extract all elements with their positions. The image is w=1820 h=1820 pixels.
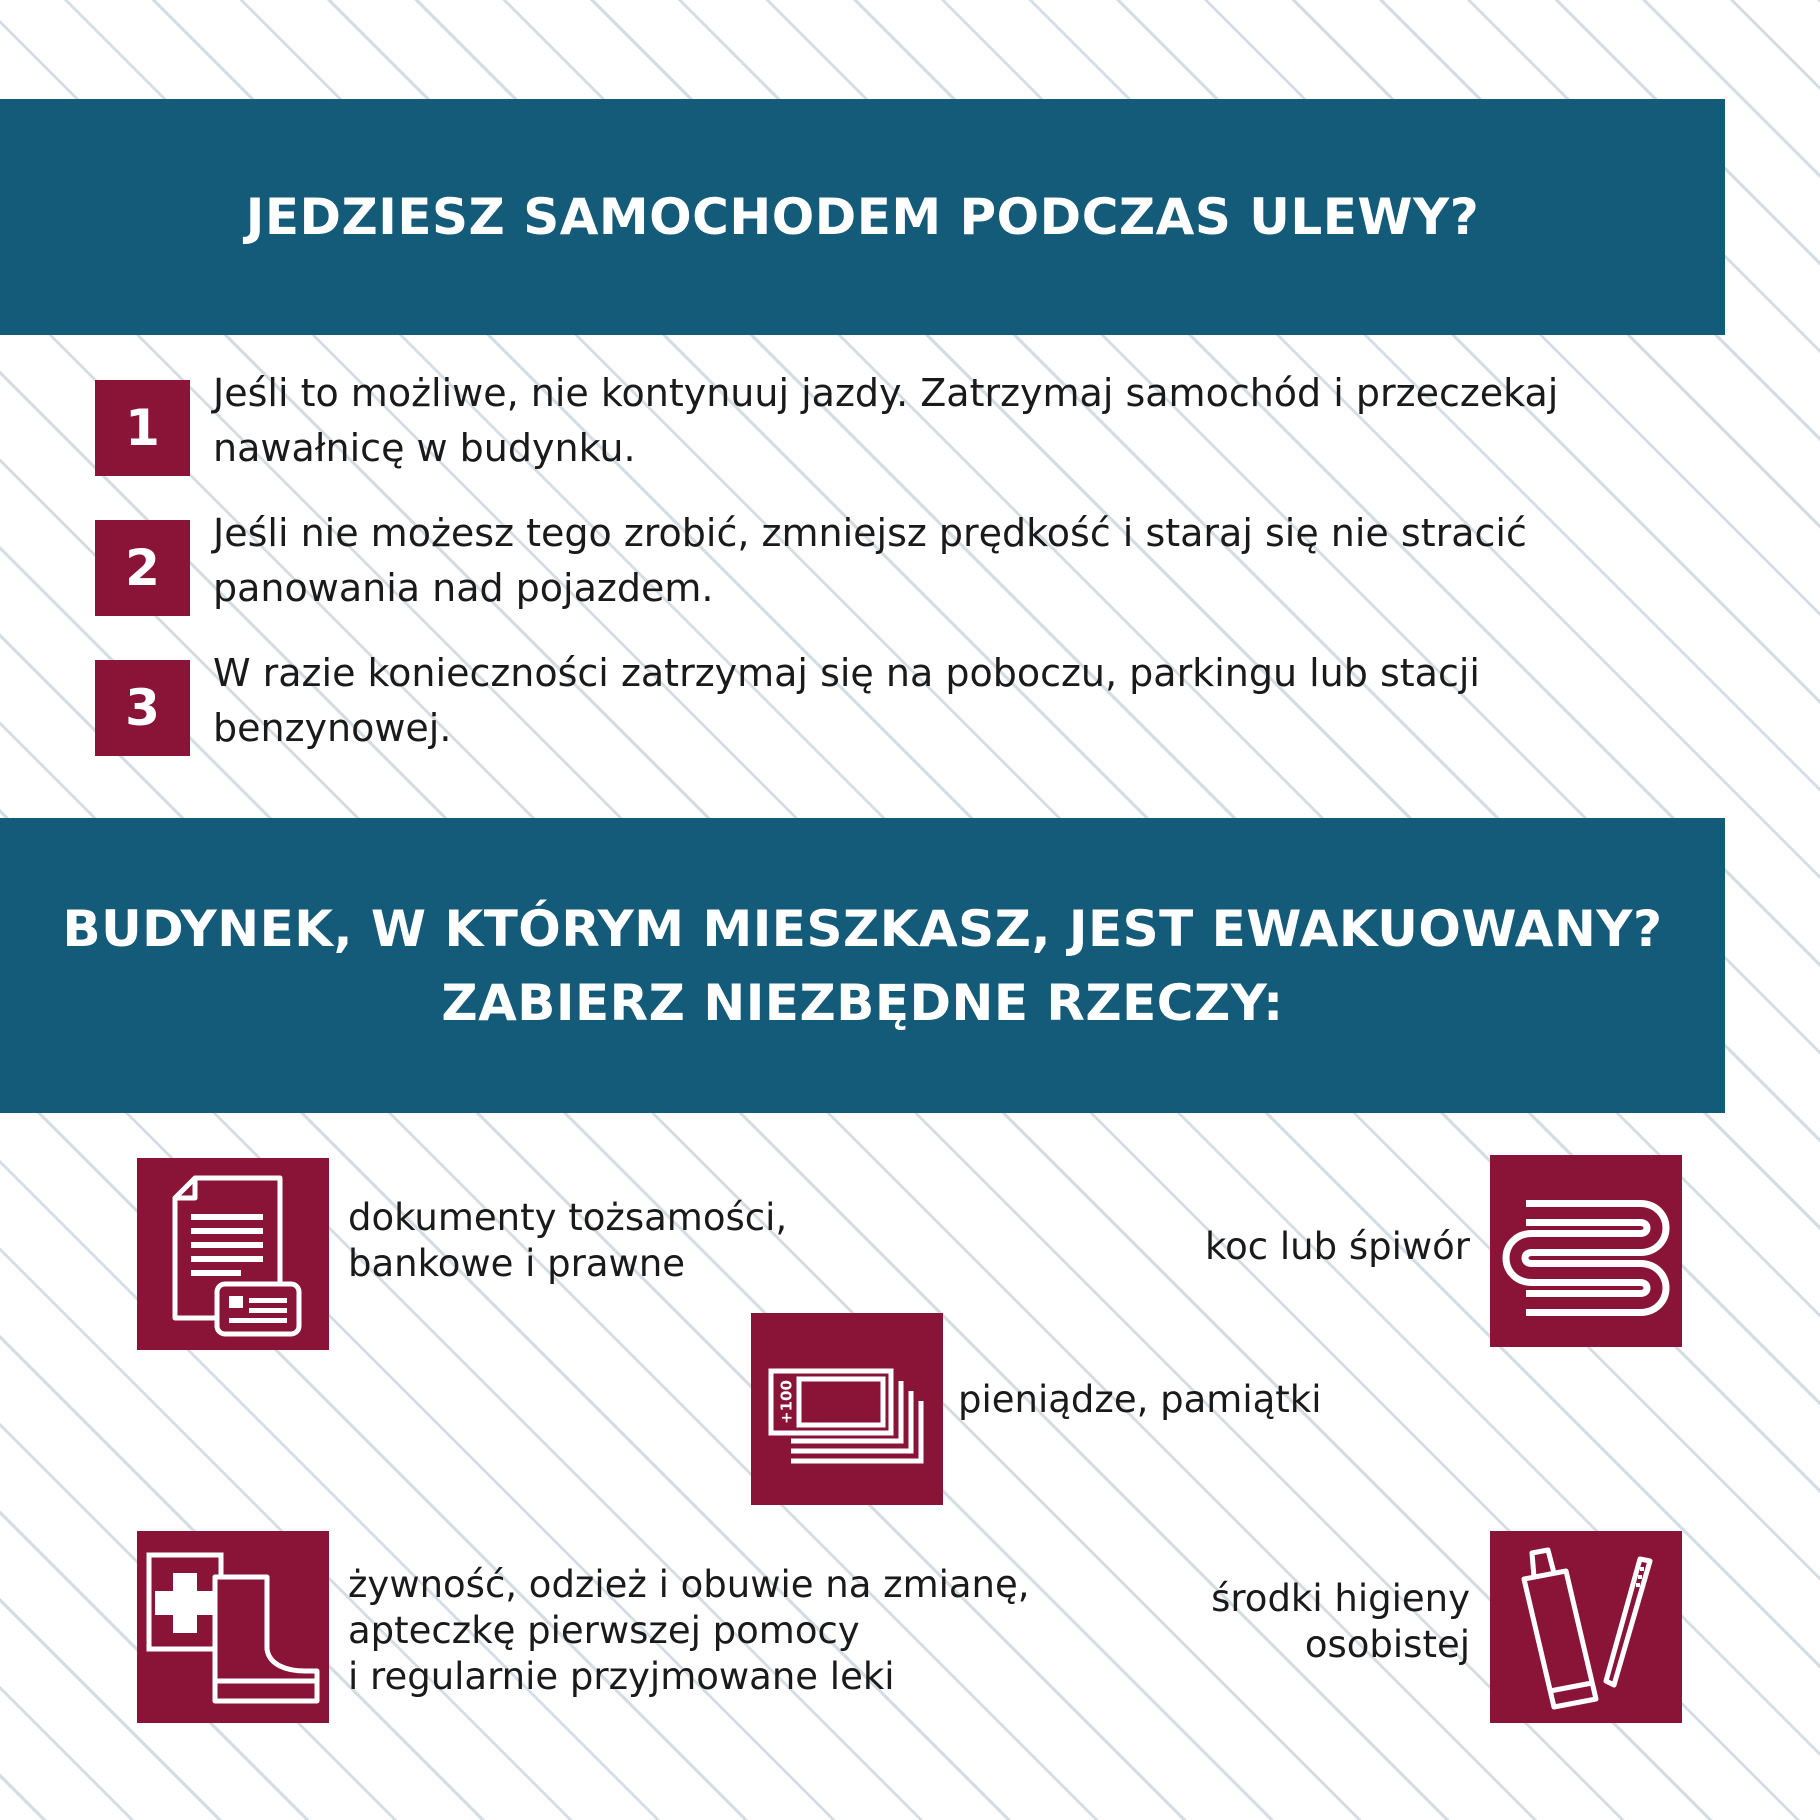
money-text-line: pieniądze, pamiątki <box>958 1378 1322 1421</box>
section-2-banner <box>0 818 1725 1113</box>
step-text-line: Jeśli to możliwe, nie kontynuuj jazdy. Zatrzymaj samochód i przeczekaj <box>213 371 1559 415</box>
hygiene-text-line: środki higieny <box>1211 1577 1470 1620</box>
section-2-title-line: BUDYNEK, W KTÓRYM MIESZKASZ, JEST EWAKUOWANY? <box>62 899 1663 958</box>
money-text <box>958 1377 1322 1423</box>
supplies-text <box>348 1562 1030 1700</box>
documents-icon <box>137 1158 329 1350</box>
blanket-icon <box>1490 1155 1682 1347</box>
money-tile <box>751 1313 943 1505</box>
banknote-label: +100 <box>777 1380 796 1424</box>
money-icon <box>751 1313 943 1505</box>
section-1-title: JEDZIESZ SAMOCHODEM PODCZAS ULEWY? <box>245 188 1480 246</box>
step-text-line: benzynowej. <box>213 706 452 750</box>
documents-text-line: bankowe i prawne <box>348 1242 686 1285</box>
hygiene-text-line: osobistej <box>1304 1623 1470 1666</box>
documents-text-line: dokumenty tożsamości, <box>348 1196 788 1239</box>
step-number-badge: 1 <box>95 380 190 476</box>
step-number-badge: 3 <box>95 660 190 756</box>
blanket-text <box>1040 1224 1470 1270</box>
supplies-text-line: i regularnie przyjmowane leki <box>348 1655 895 1698</box>
supplies-tile <box>137 1531 329 1723</box>
hygiene-tile <box>1490 1531 1682 1723</box>
step-text-line: nawałnicę w budynku. <box>213 426 636 470</box>
blanket-text-line: koc lub śpiwór <box>1205 1225 1470 1268</box>
step-text <box>213 366 1633 476</box>
documents-tile <box>137 1158 329 1350</box>
section-2-title <box>62 892 1662 1040</box>
hygiene-text <box>1040 1576 1470 1668</box>
step-text-line: panowania nad pojazdem. <box>213 566 714 610</box>
first-aid-boot-icon <box>137 1531 329 1723</box>
blanket-tile <box>1490 1155 1682 1347</box>
section-2-title-line: ZABIERZ NIEZBĘDNE RZECZY: <box>441 973 1284 1032</box>
step-text-line: Jeśli nie możesz tego zrobić, zmniejsz prędkość i staraj się nie stracić <box>213 511 1527 555</box>
step-text <box>213 646 1633 756</box>
supplies-text-line: żywność, odzież i obuwie na zmianę, <box>348 1563 1030 1606</box>
step-number-badge: 2 <box>95 520 190 616</box>
section-1-banner <box>0 99 1725 335</box>
toothpaste-toothbrush-icon <box>1490 1531 1682 1723</box>
step-text-line: W razie konieczności zatrzymaj się na poboczu, parkingu lub stacji <box>213 651 1480 695</box>
step-text <box>213 506 1633 616</box>
supplies-text-line: apteczkę pierwszej pomocy <box>348 1609 860 1652</box>
documents-text <box>348 1195 787 1287</box>
